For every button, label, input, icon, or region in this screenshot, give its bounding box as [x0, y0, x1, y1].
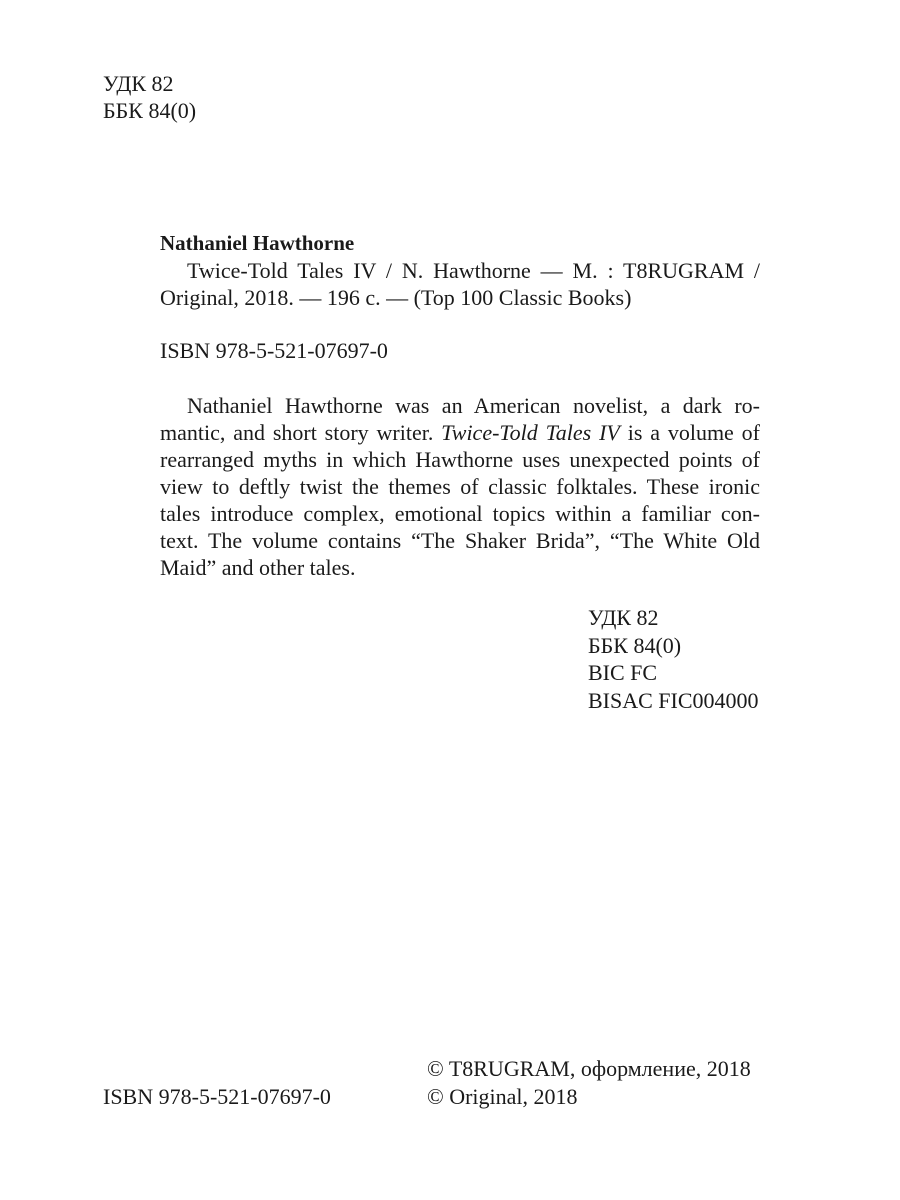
copyright-line: © Original, 2018 [427, 1084, 578, 1109]
annotation-book-title: Twice-Told Tales IV [441, 420, 620, 445]
right-classification-codes [588, 604, 759, 714]
copyright-line: © T8RUGRAM, оформление, 2018 [427, 1056, 751, 1081]
annotation-text: mantic, and short story writer. [160, 420, 442, 445]
isbn-bottom: ISBN 978-5-521-07697-0 [103, 1084, 331, 1109]
bbk-code: ББК 84(0) [588, 632, 682, 658]
author-name: Nathaniel Hawthorne [160, 231, 355, 255]
annotation-line [160, 419, 760, 446]
udk-code: УДК 82 [588, 605, 659, 630]
annotation-line: tales introduce complex, emotional topics within a familiar con- [160, 501, 760, 526]
bic-code: BIC FC [588, 660, 658, 685]
bbk-code: ББК 84(0) [103, 98, 197, 123]
isbn-record: ISBN 978-5-521-07697-0 [160, 338, 388, 363]
bisac-code: BISAC FIC004000 [588, 687, 759, 713]
annotation-line: text. The volume contains “The Shaker Brida”, “The White Old [160, 528, 760, 553]
annotation-line: view to deftly twist the themes of classic folktales. These ironic [160, 474, 760, 499]
title-line-1: Twice-Told Tales IV / N. Hawthorne — M. : T8RUGRAM / [187, 258, 760, 283]
top-classification-codes [103, 70, 196, 124]
annotation-line: Nathaniel Hawthorne was an American novelist, a dark ro- [187, 393, 760, 418]
annotation-text: is a volume of [619, 420, 760, 445]
bibliographic-record [160, 230, 760, 311]
title-line-2: Original, 2018. — 196 с. — (Top 100 Classic Books) [160, 285, 632, 310]
annotation-line: Maid” and other tales. [160, 555, 356, 580]
udk-code: УДК 82 [103, 71, 174, 96]
copyright-notices [427, 1055, 751, 1111]
annotation-line: rearranged myths in which Hawthorne uses unexpected points of [160, 447, 760, 472]
annotation [160, 392, 760, 581]
